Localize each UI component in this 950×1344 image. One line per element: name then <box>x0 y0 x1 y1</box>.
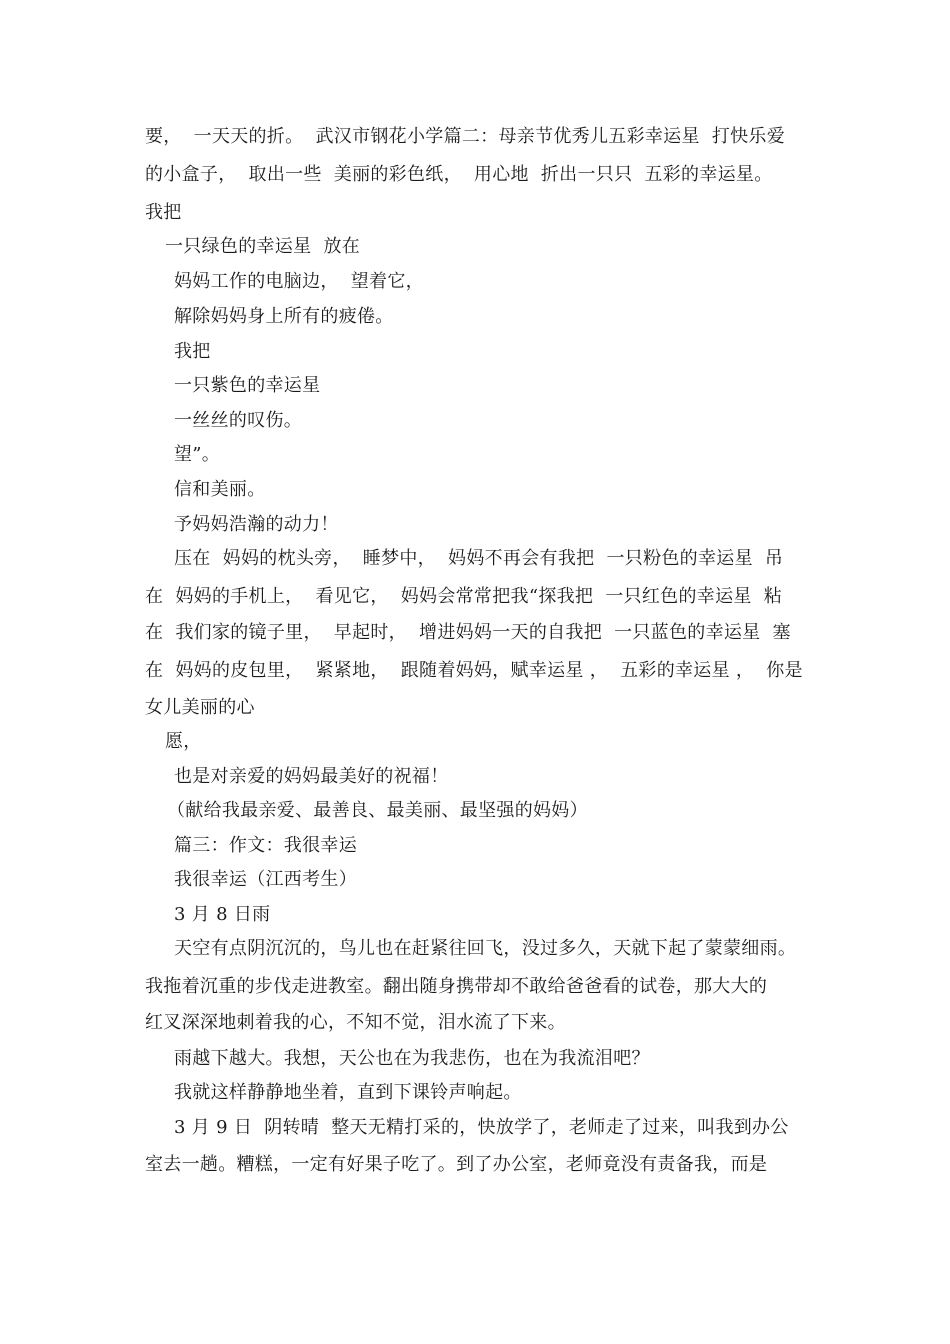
text-line: 一丝丝的叹伤。 <box>174 410 303 431</box>
text-line: 我很幸运（江西考生） <box>174 869 357 890</box>
text-line: 一只紫色的幸运星 <box>174 375 321 396</box>
text-line: （献给我最亲爱、最善良、最美丽、最坚强的妈妈） <box>167 800 588 821</box>
text-line: 信和美丽。 <box>174 479 266 500</box>
text-line: 也是对亲爱的妈妈最美好的祝福！ <box>174 766 449 787</box>
text-line: 的小盒子， 取出一些 美丽的彩色纸， 用心地 折出一只只 五彩的幸运星。 <box>145 164 773 185</box>
text-line: 压在 妈妈的枕头旁， 睡梦中， 妈妈不再会有我把 一只粉色的幸运星 吊 <box>174 548 784 569</box>
text-line: 在 妈妈的皮包里， 紧紧地， 跟随着妈妈，赋幸运星 ， 五彩的幸运星 ， 你是 <box>145 660 803 681</box>
text-line: 雨越下越大。我想，天公也在为我悲伤，也在为我流泪吧？ <box>174 1048 650 1069</box>
text-line: 我拖着沉重的步伐走进教室。翻出随身携带却不敢给爸爸看的试卷，那大大的 <box>145 976 768 997</box>
text-line: 我就这样静静地坐着，直到下课铃声响起。 <box>174 1082 522 1103</box>
text-line: 要， 一天天的折。 武汉市钢花小学篇二：母亲节优秀儿五彩幸运星 打快乐爱 <box>145 126 786 147</box>
text-line: 望”。 <box>174 444 221 465</box>
text-line: 解除妈妈身上所有的疲倦。 <box>174 306 394 327</box>
text-line: 红叉深深地刺着我的心，不知不觉，泪水流了下来。 <box>145 1012 566 1033</box>
text-line: 天空有点阴沉沉的，鸟儿也在赶紧往回飞，没过多久，天就下起了蒙蒙细雨。 <box>174 938 797 959</box>
text-line: 篇三：作文：我很幸运 <box>174 835 357 856</box>
text-line: 愿， <box>165 731 202 752</box>
text-line: 3 月 8 日雨 <box>174 904 271 925</box>
text-line: 女儿美丽的心 <box>145 697 255 718</box>
text-line: 我把 <box>145 202 182 223</box>
text-line: 在 我们家的镜子里， 早起时， 增进妈妈一天的自我把 一只蓝色的幸运星 塞 <box>145 622 791 643</box>
text-line: 3 月 9 日 阴转晴 整天无精打采的，快放学了，老师走了过来，叫我到办公 <box>174 1117 789 1138</box>
text-line: 在 妈妈的手机上， 看见它， 妈妈会常常把我“探我把 一只红色的幸运星 粘 <box>145 586 783 607</box>
text-line: 予妈妈浩瀚的动力！ <box>174 514 339 535</box>
text-line: 室去一趟。糟糕，一定有好果子吃了。到了办公室，老师竟没有责备我，而是 <box>145 1154 768 1175</box>
text-line: 一只绿色的幸运星 放在 <box>165 236 361 257</box>
text-line: 我把 <box>174 341 211 362</box>
text-line: 妈妈工作的电脑边， 望着它， <box>174 271 424 292</box>
